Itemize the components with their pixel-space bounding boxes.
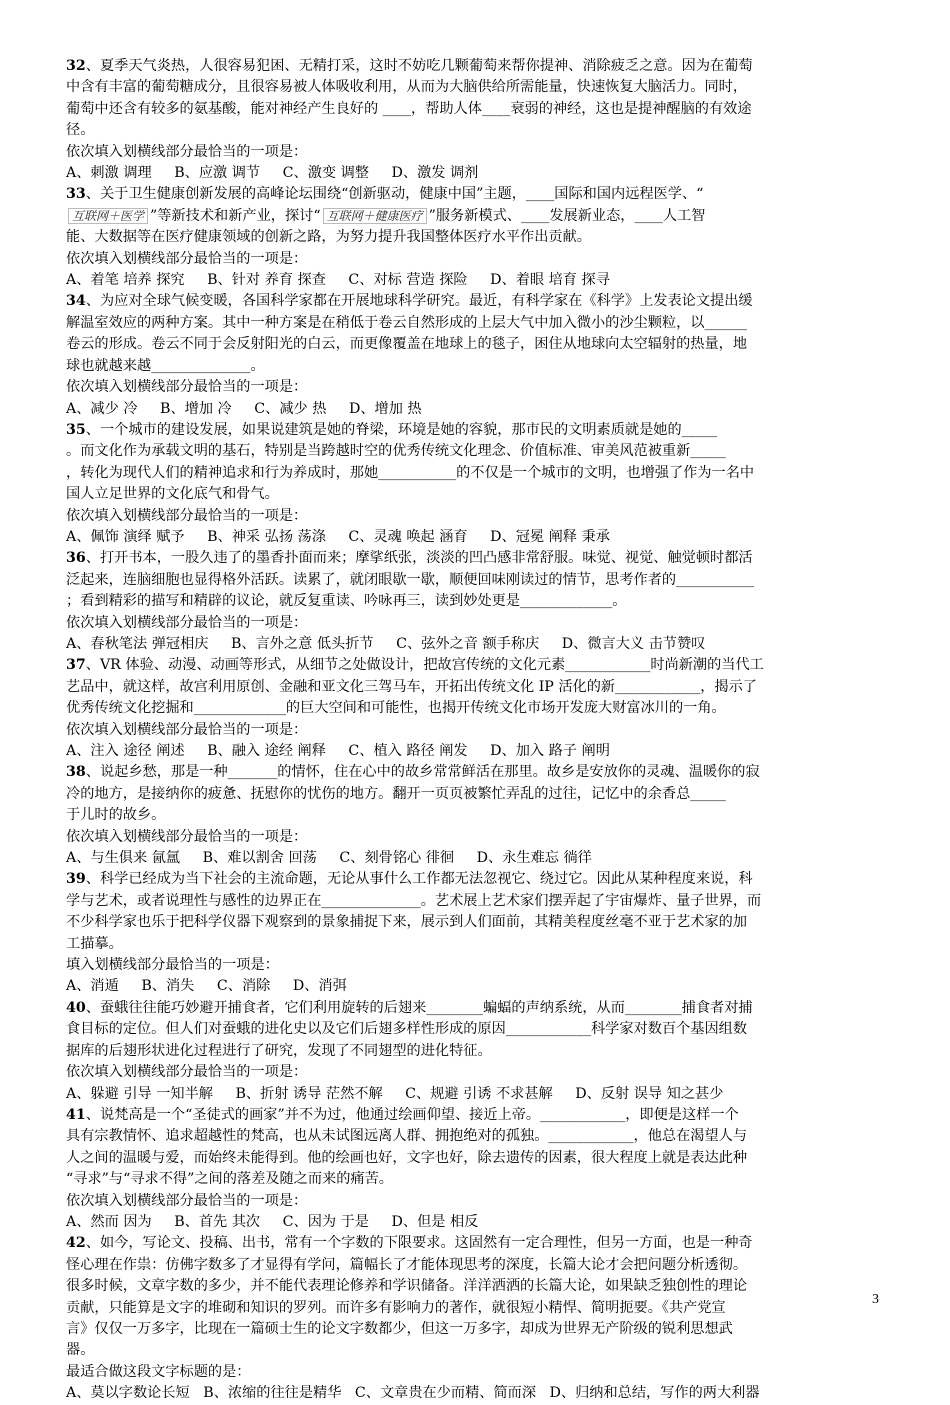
question-32: [66, 56, 886, 184]
question-text-line: 艺品中，就这样，故宫利用原创、金融和亚文化三驾马车，开拓出传统文化 IP 活化的新____________，揭示了: [66, 678, 757, 695]
question-number: 36: [66, 550, 86, 567]
question-34: [66, 291, 886, 419]
question-options: A、减少 冷 B、增加 冷 C、减少 热 D、增加 热: [66, 400, 422, 417]
question-number: 41: [66, 1106, 86, 1123]
question-text-line: 中含有丰富的葡萄糖成分，且很容易被人体吸收利用，从而为大脑供给所需能量，快速恢复大脑活力。同时，: [66, 79, 748, 96]
question-text-line: 贡献，只能算是文字的堆砌和知识的罗列。而许多有影响力的著作，就很短小精悍、简明扼要。《共产党宣: [66, 1299, 726, 1316]
question-35: [66, 420, 886, 548]
question-number: 32: [66, 58, 86, 74]
question-text-line: ；看到精彩的描写和精辟的议论，就反复重读、吟咏再三，读到妙处更是_____________。: [66, 593, 627, 610]
page-number: 3: [872, 1292, 879, 1307]
question-text-line: 冷的地方，是接纳你的疲惫、抚慰你的忧伤的地方。翻开一页页被繁忙弄乱的过往，记忆中的余香总_____: [66, 785, 726, 802]
question-number: 33: [66, 186, 86, 203]
question-number: 35: [66, 421, 86, 438]
question-text-line: 食目标的定位。但人们对蚕蛾的进化史以及它们后翅多样性形成的原因____________科学家对数百个基因组数: [66, 1021, 748, 1038]
question-text-line: 据库的后翅形状进化过程进行了研究，发现了不同翅型的进化特征。: [66, 1042, 492, 1059]
question-prompt: 依次填入划横线部分最恰当的一项是：: [66, 379, 308, 396]
question-prompt: 依次填入划横线部分最恰当的一项是：: [66, 1064, 308, 1081]
question-text-line: 34、为应对全球气候变暖，各国科学家都在开展地球科学研究。最近，有科学家在《科学》上发表论文提出缓: [66, 293, 753, 310]
question-text-line: 球也就越来越______________。: [66, 357, 265, 374]
question-number: 34: [66, 293, 86, 310]
stamped-term: 互联网＋医学: [68, 208, 148, 224]
question-options: A、注入 途径 阐述 B、融入 途经 阐释 C、植入 路径 阐发 D、加入 路子 阐明: [66, 743, 610, 759]
question-text-line: 不少科学家也乐于把科学仪器下观察到的景象捕捉下来，展示到人们面前，其精美程度丝毫不亚于艺术家的加: [66, 914, 748, 931]
question-text-line: 怪心理在作祟：仿佛字数多了才显得有学问，篇幅长了才能体现思考的深度，长篇大论才会把问题分析透彻。: [66, 1256, 748, 1273]
question-text-line: 42、如今，写论文、投稿、出书，常有一个字数的下限要求。这固然有一定合理性，但另一方面，也是一种奇: [66, 1235, 753, 1252]
question-39: [66, 869, 886, 997]
question-36: [66, 548, 886, 655]
question-text-line: 35、一个城市的建设发展，如果说建筑是她的脊梁，环境是她的容貌，那市民的文明素质就是她的_____: [66, 421, 718, 438]
question-number: 39: [66, 871, 86, 888]
question-text-line: 葡萄中还含有较多的氨基酸，能对神经产生良好的 ____，帮助人体____衰弱的神经，这也是提神醒脑的有效途: [66, 100, 752, 117]
question-number: 37: [66, 657, 86, 674]
question-prompt: 填入划横线部分最恰当的一项是：: [66, 957, 279, 974]
question-text-line: 很多时候，文章字数的多少，并不能代表理论修养和学识储备。洋洋洒洒的长篇大论，如果缺乏独创性的理论: [66, 1278, 748, 1295]
question-text-line: 32、夏季天气炎热，人很容易犯困、无精打采，这时不妨吃几颗葡萄来帮你提神、消除疲乏之意。因为在葡萄: [66, 58, 753, 74]
question-options: A、着笔 培养 探究 B、针对 养育 探查 C、对标 营造 探险 D、着眼 培育 探寻: [66, 272, 610, 289]
question-33: [66, 184, 886, 291]
question-text-line: 人之间的温暖与爱，而始终未能得到。他的绘画也好，文字也好，除去遗传的因素，很大程度上就是表达此种: [66, 1149, 748, 1166]
question-number: 38: [66, 764, 86, 781]
question-text-line: 具有宗教情怀、追求超越性的梵高，也从未试图远离人群、拥抱绝对的孤独。____________，他总在渴望人与: [66, 1128, 748, 1145]
question-38: [66, 762, 886, 869]
question-text-line: 能、大数据等在医疗健康领域的创新之路，为努力提升我国整体医疗水平作出贡献。: [66, 229, 591, 246]
question-text-line: 39、科学已经成为当下社会的主流命题，无论从事什么工作都无法忽视它、绕过它。因此从某种程度来说，科: [66, 871, 753, 888]
question-40: [66, 998, 886, 1105]
question-text-line: 于儿时的故乡。: [66, 807, 166, 824]
question-37: [66, 655, 886, 762]
question-prompt: 最适合做这段文字标题的是：: [66, 1363, 251, 1380]
question-text-line: 解温室效应的两种方案。其中一种方案是在稍低于卷云自然形成的上层大气中加入微小的沙尘颗粒，以______: [66, 314, 748, 331]
stamped-term: 互联网＋健康医疗: [323, 208, 427, 224]
question-number: 40: [66, 999, 86, 1016]
question-text-line: ，转化为现代人们的精神追求和行为养成时，那她___________的不仅是一个城市的文明，也增强了作为一名中: [66, 464, 755, 481]
question-text-line: “寻求”与“寻求不得”之间的落差及随之而来的痛苦。: [66, 1171, 393, 1188]
question-prompt: 依次填入划横线部分最恰当的一项是：: [66, 143, 308, 160]
question-text-line: 径。: [66, 122, 95, 139]
question-prompt: 依次填入划横线部分最恰当的一项是：: [66, 828, 308, 845]
question-text-line: 工描摹。: [66, 935, 123, 952]
question-text-line: 41、说梵高是一个“圣徒式的画家”并不为过，他通过绘画仰望、接近上帝。____________，即便是这样一个: [66, 1106, 739, 1123]
question-options: A、与生俱来 氤氲 B、难以割舍 回荡 C、刻骨铭心 徘徊 D、永生难忘 徜徉: [66, 850, 592, 867]
question-41: [66, 1105, 886, 1233]
question-options: A、莫以字数论长短 B、浓缩的往往是精华 C、文章贵在少而精、简而深 D、归纳和总结，写作的两大利器: [66, 1385, 760, 1402]
document-page: [66, 56, 886, 1405]
question-text-line: 38、说起乡愁，那是一种_______的情怀，住在心中的故乡常常鲜活在那里。故乡是安放你的灵魂、温暖你的寂: [66, 764, 760, 781]
question-text-line: 卷云的形成。卷云不同于会反射阳光的白云，而更像覆盖在地球上的毯子，困住从地球向太空辐射的热量，地: [66, 336, 748, 353]
question-text-line: 互联网＋医学 ”等新技术和新产业，探讨“ 互联网＋健康医疗 ”服务新模式、____发展新业态，____人工智: [66, 206, 886, 227]
question-options: A、消遁 B、消失 C、消除 D、消弭: [66, 978, 347, 995]
question-text-line: 40、蚕蛾往往能巧妙避开捕食者，它们利用旋转的后翅来________蝙蝠的声纳系统，从而________捕食者对捕: [66, 999, 753, 1016]
question-text-line: 学与艺术，或者说理性与感性的边界正在______________。艺术展上艺术家们摆弄起了宇宙爆炸、量子世界，而: [66, 892, 762, 909]
question-prompt: 依次填入划横线部分最恰当的一项是：: [66, 614, 308, 631]
question-text-line: 言》仅仅一万多字，比现在一篇硕士生的论文字数都少，但这一万多字，却成为世界无产阶级的锐利思想武: [66, 1320, 733, 1337]
question-prompt: 依次填入划横线部分最恰当的一项是：: [66, 250, 308, 267]
question-options: A、佩饰 演绎 赋予 B、神采 弘扬 荡涤 C、灵魂 唤起 涵育 D、冠冕 阐释 秉承: [66, 528, 610, 545]
question-text-line: 36、打开书本，一股久违了的墨香扑面而来；摩挲纸张，淡淡的凹凸感非常舒服。味觉、视觉、触觉顿时都活: [66, 550, 753, 567]
question-prompt: 依次填入划横线部分最恰当的一项是：: [66, 721, 308, 738]
question-options: A、刺激 调理 B、应激 调节 C、激变 调整 D、激发 调剂: [66, 165, 479, 182]
question-number: 42: [66, 1235, 86, 1252]
question-text-line: 国人立足世界的文化底气和骨气。: [66, 486, 279, 503]
question-text-line: 33、关于卫生健康创新发展的高峰论坛围绕“创新驱动，健康中国”主题，____国际和国内远程医学、“: [66, 186, 704, 203]
question-prompt: 依次填入划横线部分最恰当的一项是：: [66, 507, 308, 524]
question-42: [66, 1233, 886, 1404]
question-text-line: 泛起来，连脑细胞也显得格外活跃。读累了，就闭眼歇一歇，顺便回味刚读过的情节，思考作者的___________: [66, 571, 755, 588]
question-prompt: 依次填入划横线部分最恰当的一项是：: [66, 1192, 308, 1209]
question-text-line: 。而文化作为承载文明的基石，特别是当跨越时空的优秀传统文化理念、价值标准、审美风范被重新_____: [66, 443, 726, 460]
question-options: A、春秋笔法 弹冠相庆 B、言外之意 低头折节 C、弦外之音 额手称庆 D、微言大义 击节赞叹: [66, 635, 706, 652]
question-text-line: 优秀传统文化挖掘和_____________的巨大空间和可能性，也揭开传统文化市场开发庞大财富冰川的一角。: [66, 700, 726, 717]
question-text-line: 37、VR 体验、动漫、动画等形式，从细节之处做设计，把故宫传统的文化元素____________时尚新潮的当代工: [66, 657, 764, 674]
question-text-line: 器。: [66, 1342, 95, 1359]
question-options: A、然而 因为 B、首先 其次 C、因为 于是 D、但是 相反: [66, 1213, 479, 1230]
question-options: A、躲避 引导 一知半解 B、折射 诱导 茫然不解 C、规避 引诱 不求甚解 D、反射 误导 知之甚少: [66, 1085, 724, 1102]
